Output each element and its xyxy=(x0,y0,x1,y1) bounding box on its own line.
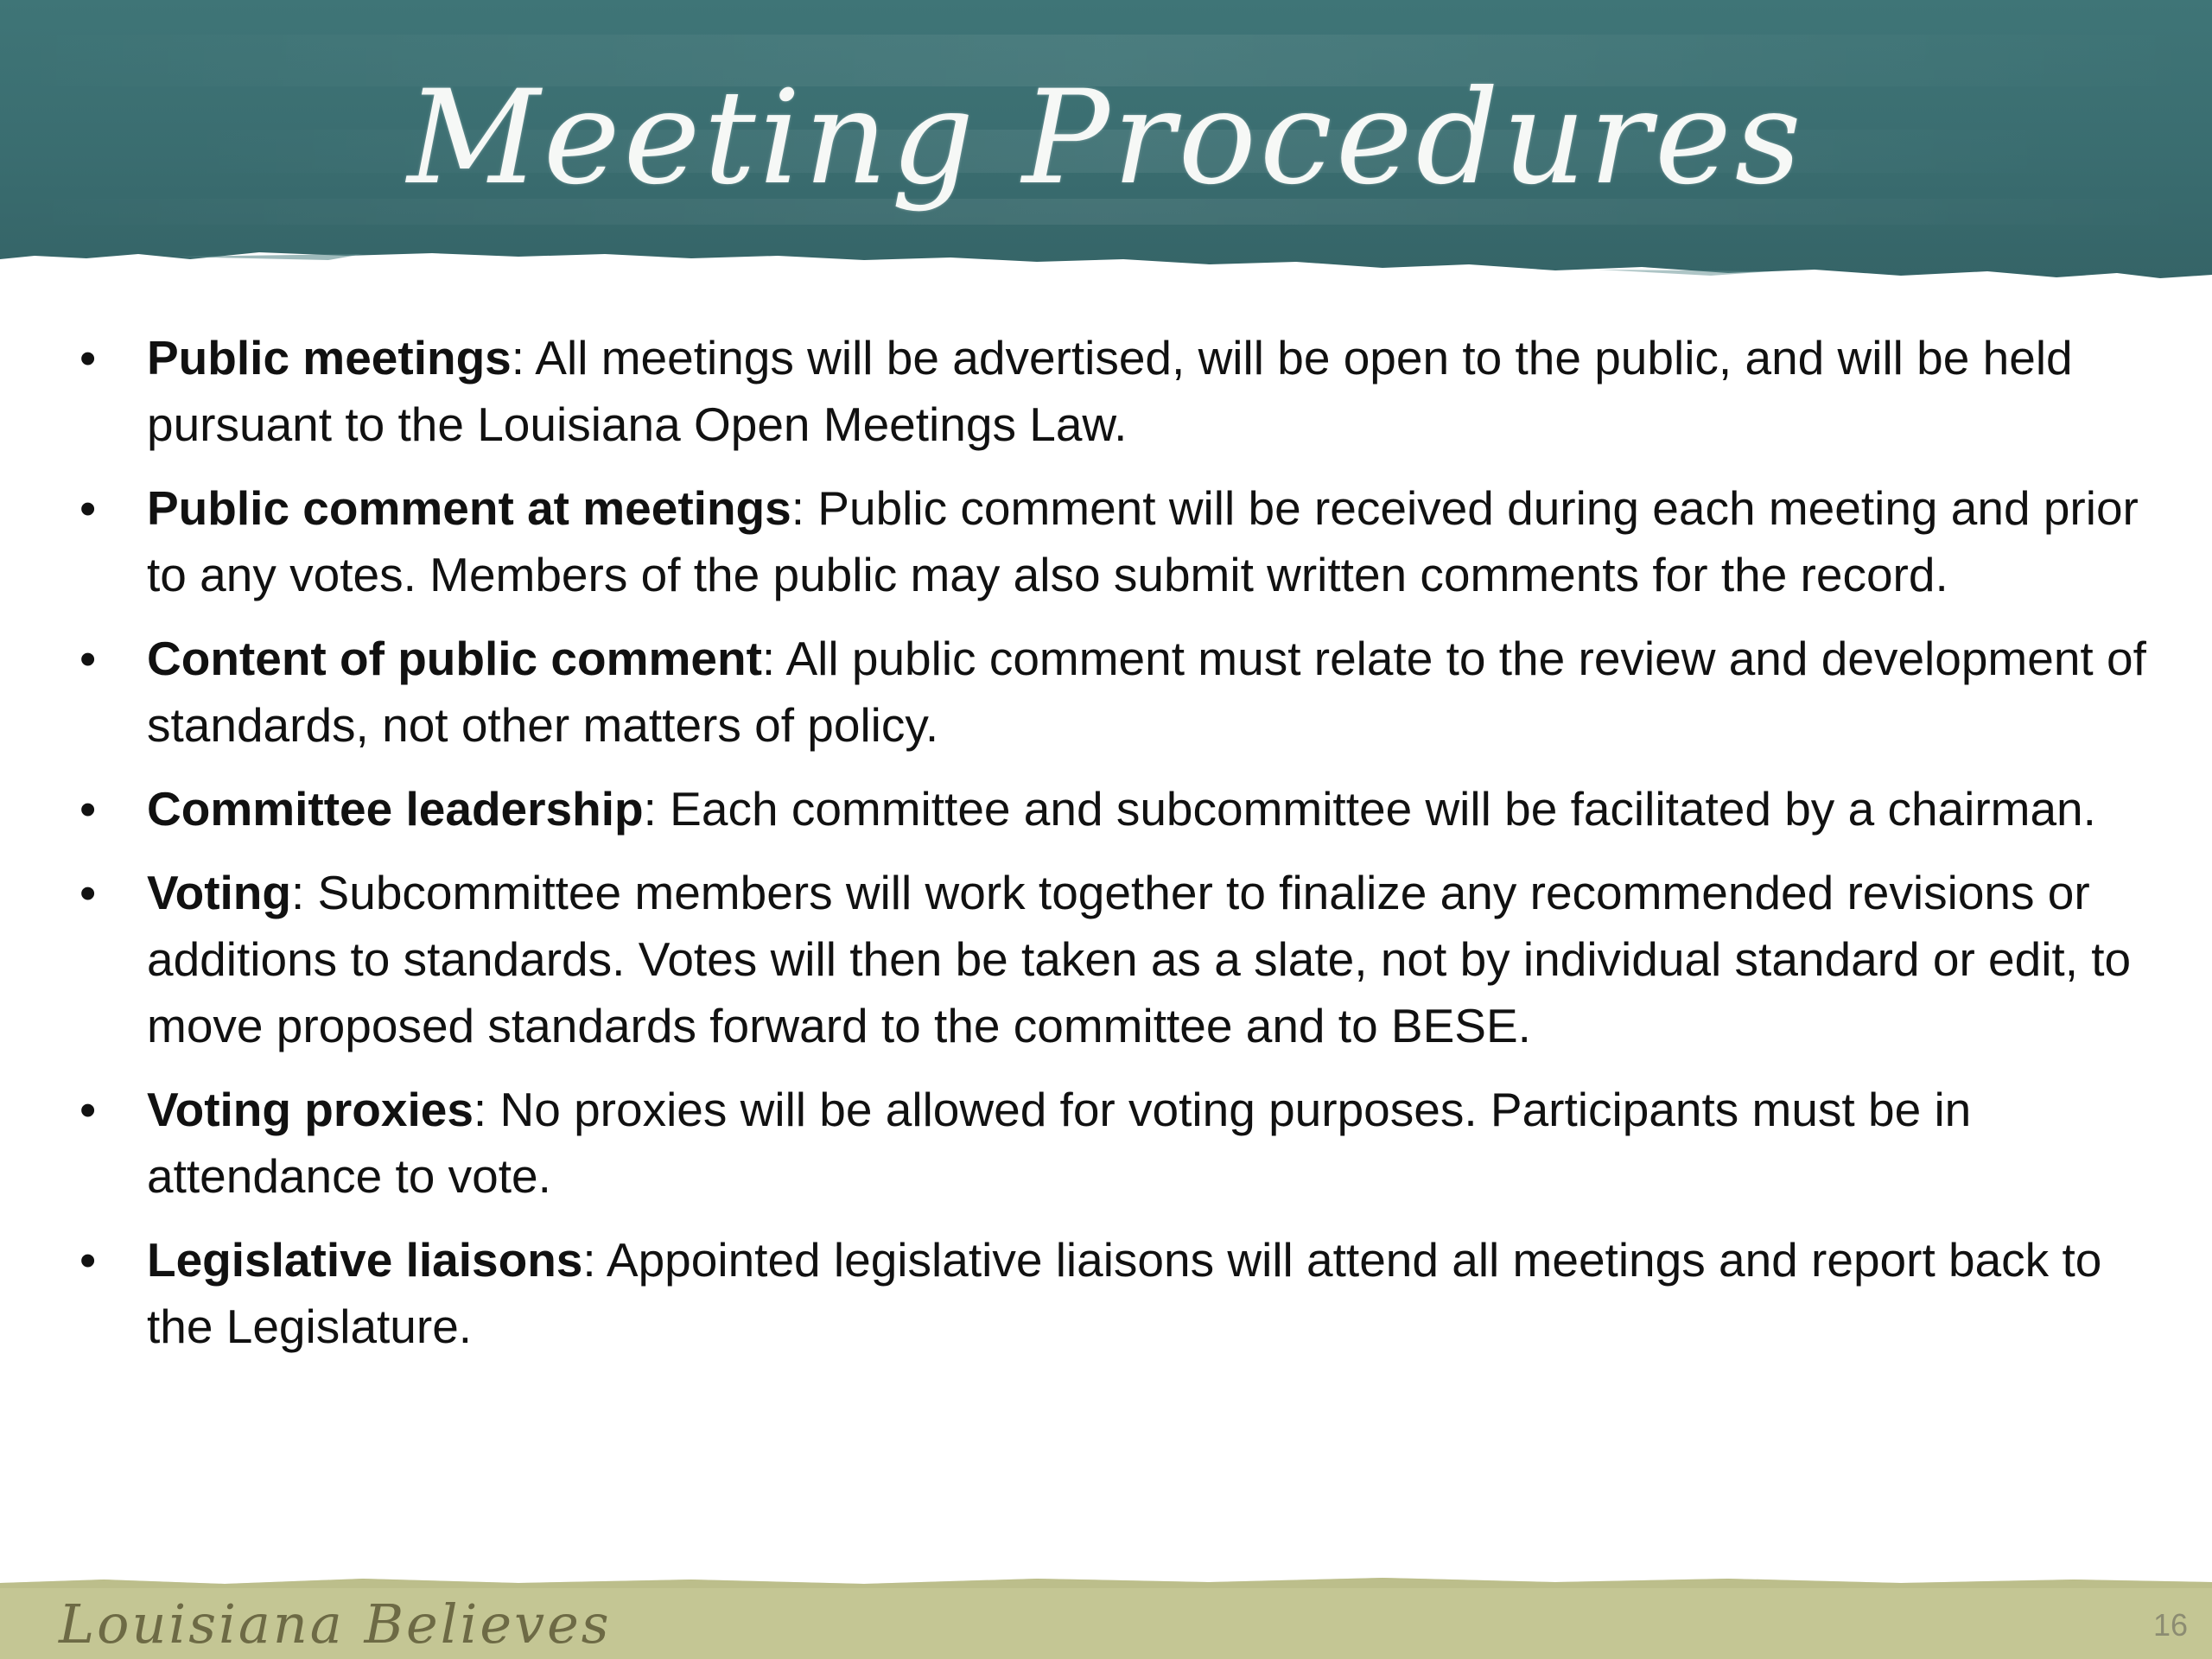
item-text: : Public comment will be received during each meeting and prior to any votes. Members of the public may also submit written comments for the record. xyxy=(147,481,2139,601)
slide-title: Meeting Procedures xyxy=(407,63,1805,213)
item-text: : All public comment must relate to the review and development of standards, not other matters of policy. xyxy=(147,632,2146,752)
bullet-icon: • xyxy=(79,331,97,385)
item-term: Public comment at meetings xyxy=(147,481,791,535)
item-term: Committee leadership xyxy=(147,782,644,836)
item-term: Legislative liaisons xyxy=(147,1233,583,1287)
list-item xyxy=(60,1227,2169,1360)
bullet-icon: • xyxy=(79,866,97,919)
item-term: Public meetings xyxy=(147,331,512,385)
item-term: Voting xyxy=(147,866,291,919)
bullet-icon: • xyxy=(79,481,97,535)
list-item xyxy=(60,475,2169,608)
procedures-list xyxy=(60,325,2169,1360)
procedures-content xyxy=(60,325,2169,1377)
item-term: Voting proxies xyxy=(147,1083,474,1136)
page-number: 16 xyxy=(2152,1607,2188,1643)
item-term: Content of public comment xyxy=(147,632,762,685)
bullet-icon: • xyxy=(79,782,97,836)
list-item xyxy=(60,1077,2169,1210)
footer-band xyxy=(0,1573,2212,1659)
list-item xyxy=(60,325,2169,458)
list-item xyxy=(60,626,2169,759)
list-item xyxy=(60,860,2169,1059)
footer-brand: Louisiana Believes xyxy=(59,1592,612,1656)
bullet-icon: • xyxy=(79,632,97,685)
item-text: : Subcommittee members will work together to finalize any recommended revisions or additions to standards. Votes will then be taken as a slate, not by individual standard or edit, to move proposed standards forward to the committee and to BESE. xyxy=(147,866,2132,1052)
item-text: : Appointed legislative liaisons will attend all meetings and report back to the Legislature. xyxy=(147,1233,2102,1353)
bullet-icon: • xyxy=(79,1083,97,1136)
list-item xyxy=(60,776,2169,842)
bullet-icon: • xyxy=(79,1233,97,1287)
chalkboard-header xyxy=(0,0,2212,294)
item-text: : No proxies will be allowed for voting purposes. Participants must be in attendance to vote. xyxy=(147,1083,1972,1203)
item-text: : Each committee and subcommittee will be facilitated by a chairman. xyxy=(643,782,2096,836)
item-text: : All meetings will be advertised, will be open to the public, and will be held pursuant to the Louisiana Open Meetings Law. xyxy=(147,331,2073,451)
